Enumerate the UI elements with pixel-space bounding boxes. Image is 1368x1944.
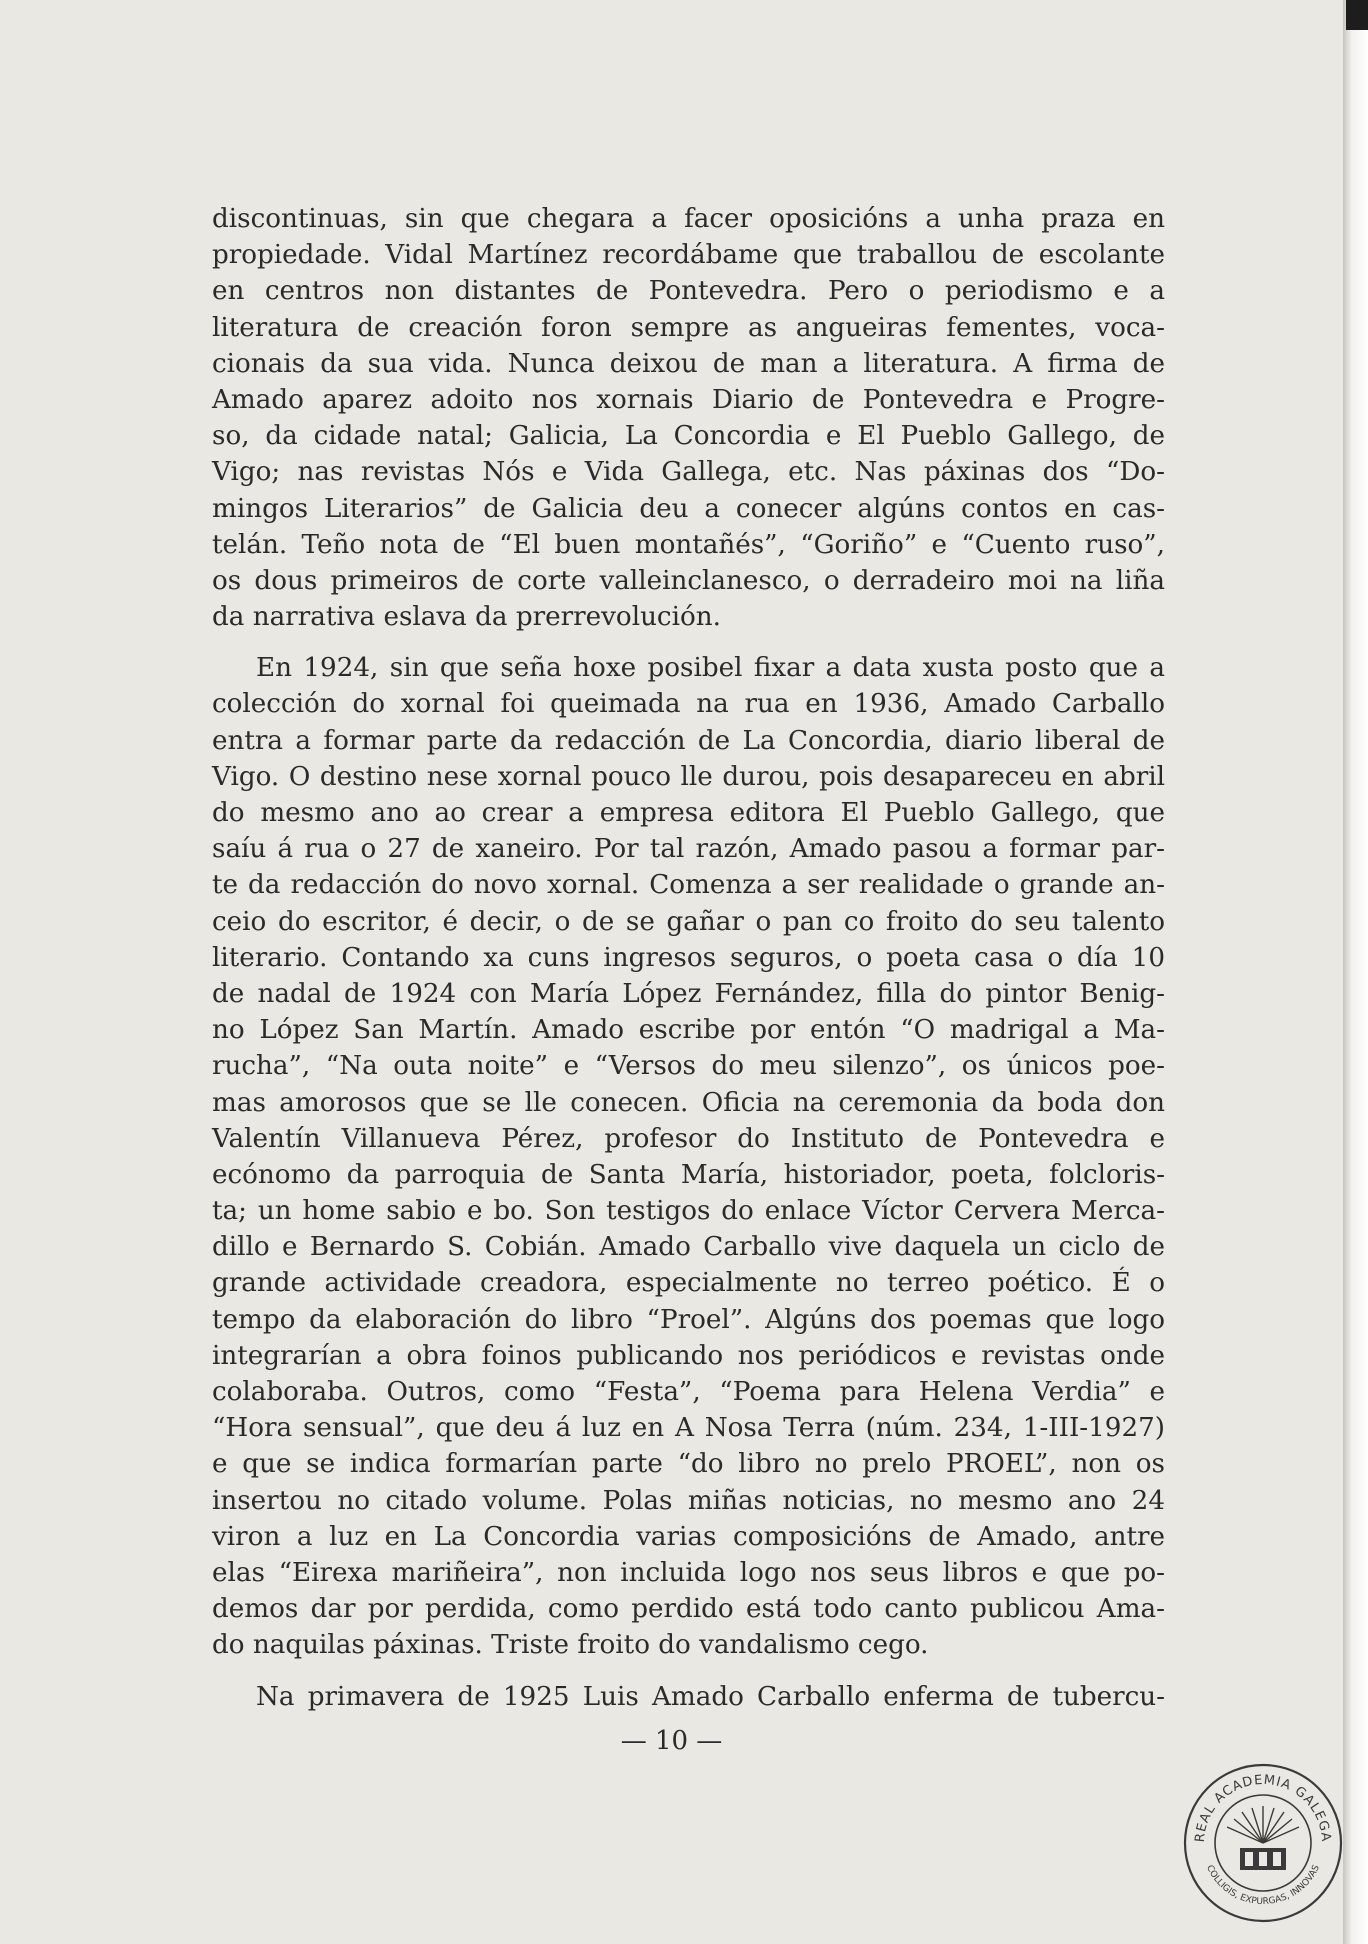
text-line: ta; un home sabio e bo. Son testigos do enlace Víctor Cervera Merca- [212,1196,1165,1227]
text-line: discontinuas, sin que chegara a facer oposicións a unha praza en [212,204,1165,234]
body-text [212,201,1165,1715]
text-line: ecónomo da parroquia de Santa María, historiador, poeta, folcloris- [212,1159,1165,1190]
page-number: — 10 — [620,1726,723,1756]
text-line: os dous primeiros de corte valleinclanesco, o derradeiro moi na liña [212,565,1165,596]
text-line: literario. Contando xa cuns ingresos seguros, o poeta casa o día 10 [212,942,1165,973]
stamp-top-text: REAL ACADEMIA GALEGA [1192,1772,1334,1843]
text-line: de nadal de 1924 con María López Fernández, filla do pintor Benig- [212,978,1165,1009]
text-line: telán. Teño nota de “El buen montañés”, “Goriño” e “Cuento ruso”, [212,529,1165,560]
text-line: so, da cidade natal; Galicia, La Concordia e El Pueblo Gallego, de [212,421,1165,452]
text-line: Vigo; nas revistas Nós e Vida Gallega, etc. Nas páxinas dos “Do- [212,457,1165,488]
text-line: mingos Literarios” de Galicia deu a conecer algúns contos en cas- [212,493,1165,524]
text-line: ceio do escritor, é decir, o de se gañar o pan co froito do seu talento [212,906,1165,937]
text-line: no López San Martín. Amado escribe por entón “O madrigal a Ma- [212,1015,1165,1046]
text-line: cionais da sua vida. Nunca deixou de man a literatura. A firma de [212,348,1165,379]
text-line: colaboraba. Outros, como “Festa”, “Poema para Helena Verdia” e [212,1377,1165,1407]
text-line: grande actividade creadora, especialmente no terreo poético. É o [212,1268,1165,1299]
text-line: Vigo. O destino nese xornal pouco lle durou, pois desapareceu en abril [212,761,1165,792]
text-line: te da redacción do novo xornal. Comenza a ser realidade o grande an- [212,870,1165,901]
text-line: da narrativa eslava da prerrevolución. [212,602,721,633]
svg-text:COLLIGIS, EXPURGAS, INNOVAS [1204,1863,1322,1907]
text-line: e que se indica formarían parte “do libro no prelo PROEL”, non os [212,1449,1165,1480]
text-line: en centros non distantes de Pontevedra. Pero o periodismo e a [212,276,1165,307]
text-line: insertou no citado volume. Polas miñas noticias, no mesmo ano 24 [212,1485,1165,1516]
text-line: do naquilas páxinas. Triste froito do vandalismo cego. [212,1630,929,1661]
text-line: literatura de creación foron sempre as angueiras fementes, voca- [212,312,1165,343]
academy-stamp-icon [1182,1762,1344,1924]
paragraph-gap [212,1664,1165,1679]
text-line: elas “Eirexa mariñeira”, non incluida logo nos seus libros e que po- [212,1557,1165,1588]
text-line: tempo da elaboración do libro “Proel”. Algúns dos poemas que logo [212,1304,1165,1335]
text-line: Na primavera de 1925 Luis Amado Carballo enferma de tubercu- [256,1681,1165,1712]
text-line: “Hora sensual”, que deu á luz en A Nosa Terra (núm. 234, 1-III-1927) [212,1413,1165,1444]
scan-edge [1343,0,1368,1944]
text-line: En 1924, sin que seña hoxe posibel fixar a data xusta posto que a [256,653,1165,684]
paragraph-gap [212,635,1165,650]
text-line: mas amorosos que se lle conecen. Oficia na ceremonia da boda don [212,1087,1165,1118]
text-line: colección do xornal foi queimada na rua en 1936, Amado Carballo [212,689,1165,720]
text-line: integrarían a obra foinos publicando nos periódicos e revistas onde [212,1340,1165,1371]
text-line: do mesmo ano ao crear a empresa editora El Pueblo Gallego, que [212,798,1165,828]
scan-corner [1346,0,1368,30]
text-line: rucha”, “Na outa noite” e “Versos do meu silenzo”, os únicos poe- [212,1051,1165,1082]
text-line: Valentín Villanueva Pérez, profesor do Instituto de Pontevedra e [212,1123,1165,1154]
text-line: Amado aparez adoito nos xornais Diario de Pontevedra e Progre- [212,384,1165,415]
text-line: viron a luz en La Concordia varias composicións de Amado, antre [212,1521,1165,1552]
text-line: entra a formar parte da redacción de La Concordia, diario liberal de [212,725,1165,756]
text-line: dillo e Bernardo S. Cobián. Amado Carballo vive daquela un ciclo de [212,1232,1165,1263]
text-line: saíu á rua o 27 de xaneiro. Por tal razón, Amado pasou a formar par- [212,834,1165,865]
stamp-bottom-text: COLLIGIS, EXPURGAS, INNOVAS [1204,1863,1322,1908]
text-line: propiedade. Vidal Martínez recordábame que traballou de escolante [212,240,1165,271]
text-line: demos dar por perdida, como perdido está todo canto publicou Ama- [212,1594,1165,1625]
